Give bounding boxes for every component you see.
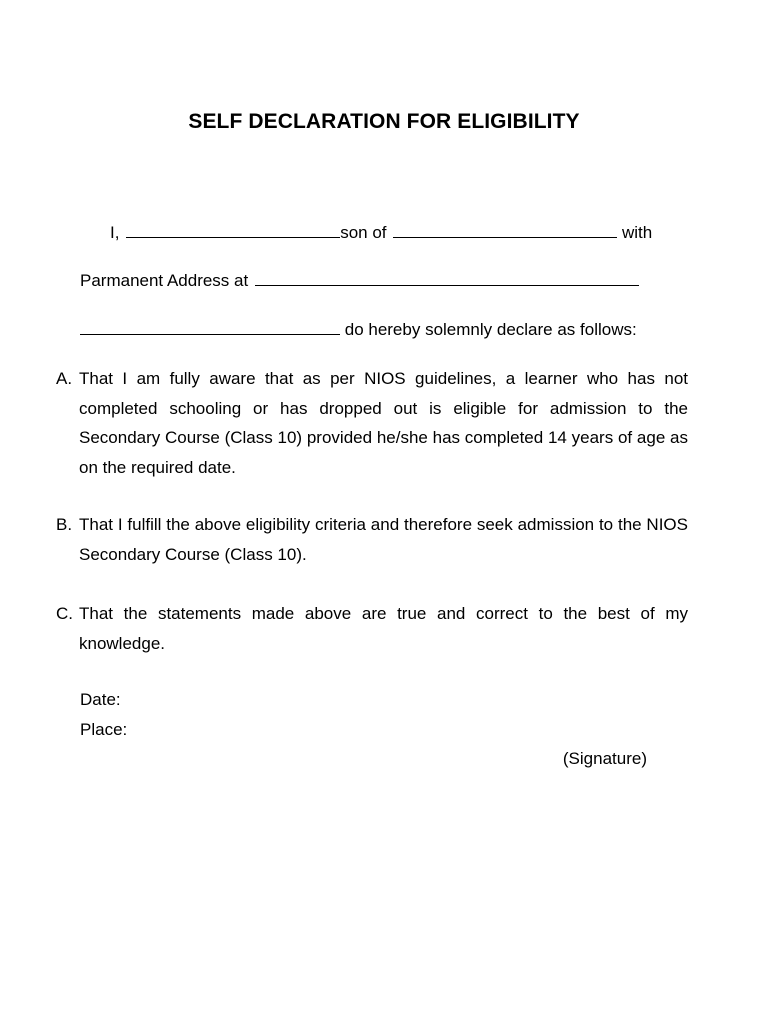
declare-label: do hereby solemnly declare as follows: — [344, 320, 637, 339]
address-continued-blank[interactable] — [80, 319, 340, 335]
item-letter: C. — [56, 604, 73, 623]
list-item — [56, 510, 688, 569]
list-item — [56, 364, 688, 482]
name-blank[interactable] — [126, 222, 340, 238]
intro-line-1 — [110, 222, 652, 243]
intro-line-2 — [80, 270, 639, 291]
with-label: with — [621, 223, 653, 242]
date-label: Date: — [80, 690, 121, 709]
list-item — [56, 599, 688, 658]
father-name-blank[interactable] — [393, 222, 617, 238]
intro-pronoun: I, — [110, 223, 120, 242]
declaration-item-a — [56, 364, 688, 482]
intro-line-3 — [80, 319, 637, 340]
signature-label: (Signature) — [562, 749, 647, 768]
page-title: SELF DECLARATION FOR ELIGIBILITY — [188, 110, 580, 133]
address-blank[interactable] — [255, 270, 639, 286]
item-letter: B. — [56, 515, 73, 534]
place-label: Place: — [80, 720, 128, 739]
declaration-item-c — [56, 599, 688, 658]
item-letter: A. — [56, 369, 73, 388]
declaration-item-b — [56, 510, 688, 569]
item-text: That the statements made above are true and correct to the best of my knowledge. — [79, 604, 688, 653]
item-text: That I am fully aware that as per NIOS guidelines, a learner who has not completed schooling or has dropped out is eligible for admission to the Secondary Course (Class 10) provided he/she has completed 14 years of age as on the required date. — [79, 369, 688, 477]
son-of-label: son of — [340, 223, 387, 242]
address-label: Parmanent Address at — [80, 271, 249, 290]
item-text: That I fulfill the above eligibility criteria and therefore seek admission to the NIOS Secondary Course (Class 10). — [79, 515, 688, 564]
